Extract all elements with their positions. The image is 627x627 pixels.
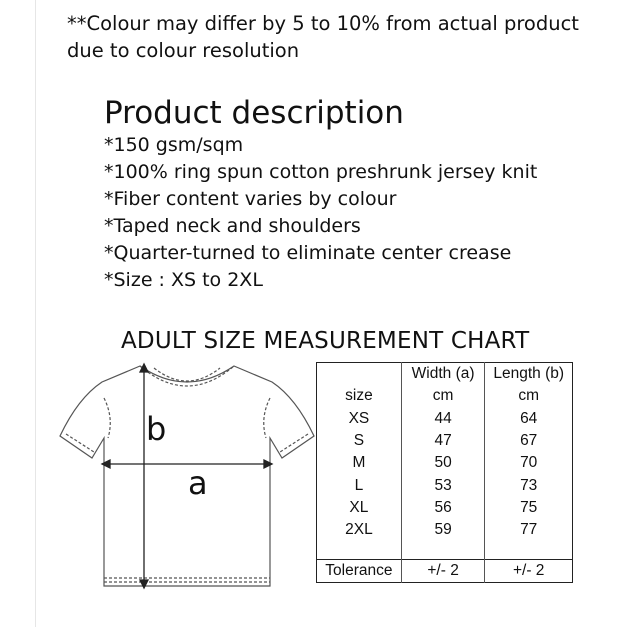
table-header-cell: [317, 363, 402, 386]
table-row: [317, 430, 573, 452]
table-header-row: [317, 363, 573, 386]
description-list: [104, 132, 537, 294]
description-item: *Size : XS to 2XL: [104, 269, 263, 291]
table-cell: 77: [485, 519, 573, 541]
table-row: [317, 519, 573, 541]
table-cell: 53: [401, 474, 485, 496]
table-cell: S: [353, 432, 365, 450]
table-cell: cm: [485, 385, 573, 407]
table-cell: cm: [401, 385, 485, 407]
table-cell: 67: [485, 430, 573, 452]
size-table: [316, 362, 573, 583]
tshirt-outline: [60, 366, 314, 586]
table-row: [317, 474, 573, 496]
table-tolerance-row: [317, 560, 573, 583]
table-cell: M: [352, 454, 366, 472]
colour-disclaimer: **Colour may differ by 5 to 10% from actual product due to colour resolution: [67, 12, 579, 62]
table-row: [317, 452, 573, 474]
table-cell: 64: [485, 408, 573, 430]
table-cell: +/- 2: [401, 560, 485, 583]
table-cell: size: [345, 387, 373, 405]
table-cell: 70: [485, 452, 573, 474]
table-cell: 75: [485, 497, 573, 519]
description-item: *150 gsm/sqm: [104, 134, 244, 156]
table-cell: 50: [401, 452, 485, 474]
description-item: *Quarter-turned to eliminate center crease: [104, 242, 512, 264]
tshirt-collar: [140, 366, 234, 386]
table-row: [317, 408, 573, 430]
description-item: *Taped neck and shoulders: [104, 215, 361, 237]
table-cell: 2XL: [345, 521, 373, 539]
table-cell: 59: [401, 519, 485, 541]
table-cell: 44: [401, 408, 485, 430]
table-cell: 73: [485, 474, 573, 496]
page-left-rule: [35, 0, 36, 627]
table-header-cell: Length (b): [485, 363, 573, 386]
table-cell: XS: [348, 409, 370, 427]
size-chart-title: ADULT SIZE MEASUREMENT CHART: [121, 328, 530, 354]
table-spacer-row: [317, 541, 573, 560]
description-item: *Fiber content varies by colour: [104, 188, 397, 210]
tshirt-diagram: [58, 358, 318, 594]
table-cell: 56: [401, 497, 485, 519]
table-units-row: [317, 385, 573, 407]
description-item: *100% ring spun cotton preshrunk jersey knit: [104, 161, 538, 183]
table-cell: 47: [401, 430, 485, 452]
width-label: a: [188, 464, 208, 502]
table-cell: L: [354, 476, 364, 494]
description-title: Product description: [104, 95, 404, 131]
table-cell: +/- 2: [485, 560, 573, 583]
table-cell: XL: [349, 498, 369, 516]
table-header-cell: Width (a): [401, 363, 485, 386]
length-label: b: [146, 410, 167, 448]
table-cell: Tolerance: [317, 560, 402, 583]
table-row: [317, 497, 573, 519]
